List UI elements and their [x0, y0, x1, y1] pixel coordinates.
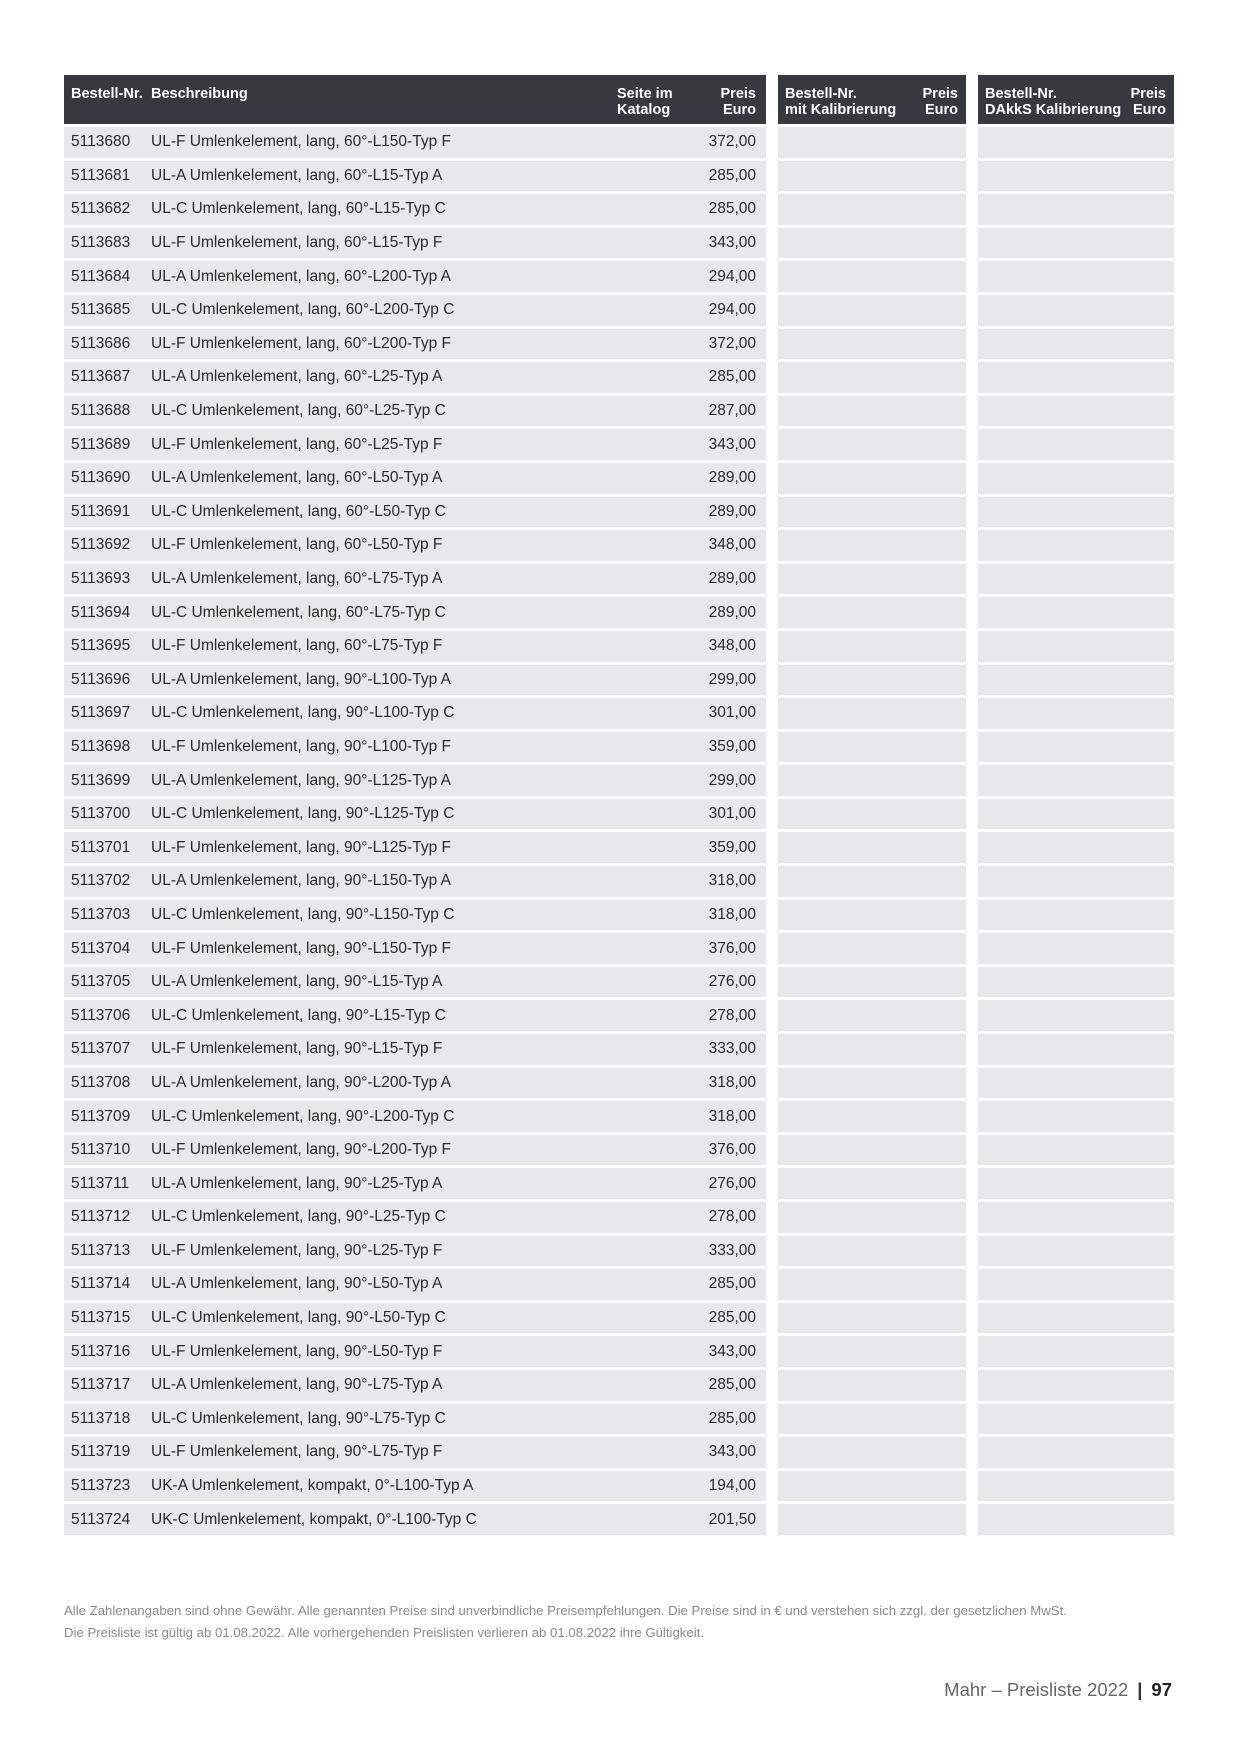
beschreibung-cell: UL-F Umlenkelement, lang, 90°-L25-Typ F [151, 1241, 443, 1259]
dakks-row [978, 1269, 1174, 1300]
beschreibung-cell: UL-A Umlenkelement, lang, 60°-L15-Typ A [151, 166, 443, 184]
table-row [64, 1336, 766, 1367]
kalibrierung-row [778, 295, 966, 326]
kalibrierung-row [778, 1236, 966, 1267]
table-row [64, 799, 766, 830]
dakks-row [978, 631, 1174, 662]
preis-cell: 289,00 [708, 469, 756, 487]
kalibrierung-row [778, 1504, 966, 1535]
bestell-nr-cell: 5113697 [71, 704, 131, 722]
beschreibung-cell: UL-C Umlenkelement, lang, 60°-L50-Typ C [151, 502, 446, 520]
table-row [64, 295, 766, 326]
bestell-nr-cell: 5113711 [71, 1174, 130, 1192]
kalibrierung-row [778, 530, 966, 561]
kalibrierung-row [778, 698, 966, 729]
bestell-nr-cell: 5113695 [71, 637, 131, 655]
beschreibung-cell: UL-C Umlenkelement, lang, 60°-L200-Typ C [151, 301, 455, 319]
bestell-nr-cell: 5113683 [71, 234, 131, 252]
kalibrierung-row [778, 1135, 966, 1166]
bestell-nr-cell: 5113713 [71, 1241, 131, 1259]
kalibrierung-row [778, 900, 966, 931]
beschreibung-cell: UL-C Umlenkelement, lang, 60°-L25-Typ C [151, 402, 446, 420]
header-bestell-nr-kalibrierung: Bestell-Nr. mit Kalibrierung [785, 86, 897, 118]
preis-cell: 285,00 [708, 200, 756, 218]
preis-cell: 359,00 [708, 737, 756, 755]
table-row [64, 665, 766, 696]
dakks-row [978, 429, 1174, 460]
preis-cell: 376,00 [708, 939, 756, 957]
footer-title: Mahr – Preisliste 2022 [944, 1679, 1129, 1700]
dakks-row [978, 1034, 1174, 1065]
header-beschreibung: Beschreibung [151, 86, 248, 102]
bestell-nr-cell: 5113702 [71, 872, 131, 890]
bestell-nr-cell: 5113699 [71, 771, 131, 789]
dakks-row [978, 1370, 1174, 1401]
preis-cell: 285,00 [708, 368, 756, 386]
preis-cell: 376,00 [708, 1141, 756, 1159]
preis-cell: 359,00 [708, 838, 756, 856]
table-row [64, 228, 766, 259]
beschreibung-cell: UL-A Umlenkelement, lang, 90°-L125-Typ A [151, 771, 451, 789]
bestell-nr-cell: 5113700 [71, 805, 131, 823]
dakks-row [978, 1504, 1174, 1535]
beschreibung-cell: UL-C Umlenkelement, lang, 60°-L15-Typ C [151, 200, 446, 218]
table-row [64, 1504, 766, 1535]
kalibrierung-row [778, 1034, 966, 1065]
preis-cell: 294,00 [708, 301, 756, 319]
preis-cell: 343,00 [708, 435, 756, 453]
preis-cell: 194,00 [708, 1477, 756, 1495]
bestell-nr-cell: 5113705 [71, 973, 131, 991]
beschreibung-cell: UL-A Umlenkelement, lang, 60°-L50-Typ A [151, 469, 443, 487]
preis-cell: 287,00 [708, 402, 756, 420]
kalibrierung-row [778, 1000, 966, 1031]
bestell-nr-cell: 5113687 [71, 368, 131, 386]
kalibrierung-row [778, 463, 966, 494]
bestell-nr-cell: 5113717 [71, 1376, 131, 1394]
preis-cell: 285,00 [708, 1275, 756, 1293]
kalibrierung-row [778, 1101, 966, 1132]
table-row [64, 631, 766, 662]
beschreibung-cell: UK-A Umlenkelement, kompakt, 0°-L100-Typ A [151, 1477, 474, 1495]
dakks-row [978, 1404, 1174, 1435]
dakks-row [978, 799, 1174, 830]
dakks-row [978, 1471, 1174, 1502]
preis-cell: 343,00 [708, 234, 756, 252]
table-row [64, 967, 766, 998]
dakks-row [978, 1168, 1174, 1199]
dakks-row [978, 261, 1174, 292]
table-row [64, 362, 766, 393]
table-row [64, 866, 766, 897]
beschreibung-cell: UL-F Umlenkelement, lang, 60°-L50-Typ F [151, 536, 443, 554]
table-row [64, 832, 766, 863]
dakks-table-body [978, 127, 1174, 1535]
bestell-nr-cell: 5113708 [71, 1073, 131, 1091]
bestell-nr-cell: 5113706 [71, 1006, 131, 1024]
kalibrierung-row [778, 665, 966, 696]
dakks-row [978, 933, 1174, 964]
kalibrierung-row [778, 1168, 966, 1199]
footnote [64, 1600, 1174, 1644]
dakks-row [978, 1437, 1174, 1468]
table-row [64, 1437, 766, 1468]
dakks-row [978, 329, 1174, 360]
bestell-nr-cell: 5113723 [71, 1477, 131, 1495]
footnote-line-1: Alle Zahlenangaben sind ohne Gewähr. Alle genannten Preise sind unverbindliche Preisempfehlungen. Die Preise sind in € und verstehen sich zzgl. der gesetzlichen MwSt. [64, 1603, 1067, 1618]
beschreibung-cell: UL-C Umlenkelement, lang, 60°-L75-Typ C [151, 603, 446, 621]
beschreibung-cell: UL-F Umlenkelement, lang, 90°-L150-Typ F [151, 939, 451, 957]
kalibrierung-row [778, 194, 966, 225]
dakks-row [978, 396, 1174, 427]
kalibrierung-row [778, 362, 966, 393]
beschreibung-cell: UL-C Umlenkelement, lang, 90°-L100-Typ C [151, 704, 455, 722]
preis-cell: 333,00 [708, 1040, 756, 1058]
kalibrierung-row [778, 161, 966, 192]
dakks-row [978, 362, 1174, 393]
preis-cell: 301,00 [708, 805, 756, 823]
table-row [64, 396, 766, 427]
header-preis-euro-kalibrierung: Preis Euro [922, 86, 958, 118]
preis-cell: 285,00 [708, 166, 756, 184]
dakks-row [978, 1068, 1174, 1099]
kalibrierung-row [778, 329, 966, 360]
bestell-nr-cell: 5113707 [71, 1040, 131, 1058]
kalibrierung-row [778, 1471, 966, 1502]
table-row [64, 329, 766, 360]
beschreibung-cell: UL-A Umlenkelement, lang, 60°-L25-Typ A [151, 368, 443, 386]
footer-separator: | [1137, 1679, 1143, 1700]
preis-cell: 289,00 [708, 502, 756, 520]
beschreibung-cell: UL-F Umlenkelement, lang, 90°-L200-Typ F [151, 1141, 451, 1159]
bestell-nr-cell: 5113696 [71, 670, 131, 688]
table-row [64, 1269, 766, 1300]
dakks-row [978, 564, 1174, 595]
beschreibung-cell: UL-C Umlenkelement, lang, 90°-L75-Typ C [151, 1409, 446, 1427]
preis-cell: 318,00 [708, 1073, 756, 1091]
beschreibung-cell: UL-F Umlenkelement, lang, 90°-L100-Typ F [151, 737, 451, 755]
bestell-nr-cell: 5113715 [71, 1309, 131, 1327]
beschreibung-cell: UL-A Umlenkelement, lang, 90°-L25-Typ A [151, 1174, 443, 1192]
preis-cell: 348,00 [708, 536, 756, 554]
beschreibung-cell: UL-F Umlenkelement, lang, 60°-L25-Typ F [151, 435, 443, 453]
beschreibung-cell: UL-F Umlenkelement, lang, 90°-L125-Typ F [151, 838, 451, 856]
bestell-nr-cell: 5113680 [71, 133, 131, 151]
price-tables [64, 75, 1174, 1535]
kalibrierung-row [778, 732, 966, 763]
dakks-row [978, 597, 1174, 628]
dakks-row [978, 497, 1174, 528]
kalibrierung-row [778, 1303, 966, 1334]
table-row [64, 1202, 766, 1233]
bestell-nr-cell: 5113686 [71, 334, 131, 352]
bestell-nr-cell: 5113712 [71, 1208, 131, 1226]
table-row [64, 1101, 766, 1132]
preis-cell: 278,00 [708, 1208, 756, 1226]
header-bestell-nr-dakks: Bestell-Nr. DAkkS Kalibrierung [985, 86, 1122, 118]
kalibrierung-row [778, 1404, 966, 1435]
main-table-header [64, 75, 766, 124]
table-row [64, 530, 766, 561]
bestell-nr-cell: 5113703 [71, 905, 131, 923]
preis-cell: 294,00 [708, 267, 756, 285]
kalibrierung-row [778, 497, 966, 528]
beschreibung-cell: UL-F Umlenkelement, lang, 60°-L15-Typ F [151, 234, 443, 252]
dakks-row [978, 1336, 1174, 1367]
dakks-row [978, 900, 1174, 931]
table-row [64, 1404, 766, 1435]
beschreibung-cell: UL-A Umlenkelement, lang, 60°-L200-Typ A [151, 267, 451, 285]
kalibrierung-row [778, 1068, 966, 1099]
kalibrierung-row [778, 1370, 966, 1401]
table-row [64, 194, 766, 225]
table-row [64, 1068, 766, 1099]
header-preis-euro: Preis Euro [720, 86, 756, 118]
dakks-row [978, 1202, 1174, 1233]
bestell-nr-cell: 5113684 [71, 267, 131, 285]
table-row [64, 161, 766, 192]
kalibrierung-row [778, 631, 966, 662]
bestell-nr-cell: 5113718 [71, 1409, 131, 1427]
kalibrierung-row [778, 967, 966, 998]
kalibrierung-row [778, 564, 966, 595]
footnote-line-2: Die Preisliste ist gültig ab 01.08.2022. Alle vorhergehenden Preislisten verlieren ab 01.08.2022 ihre Gültigkeit. [64, 1625, 704, 1640]
preis-cell: 276,00 [708, 973, 756, 991]
kalibrierung-row [778, 597, 966, 628]
dakks-row [978, 698, 1174, 729]
beschreibung-cell: UL-A Umlenkelement, lang, 60°-L75-Typ A [151, 570, 443, 588]
table-row [64, 1471, 766, 1502]
beschreibung-cell: UK-C Umlenkelement, kompakt, 0°-L100-Typ C [151, 1510, 477, 1528]
dakks-row [978, 1101, 1174, 1132]
bestell-nr-cell: 5113698 [71, 737, 131, 755]
preis-cell: 372,00 [708, 133, 756, 151]
preis-cell: 343,00 [708, 1342, 756, 1360]
bestell-nr-cell: 5113724 [71, 1510, 131, 1528]
kalibrierung-row [778, 866, 966, 897]
dakks-table-header [978, 75, 1174, 124]
kalibrierung-row [778, 1336, 966, 1367]
bestell-nr-cell: 5113716 [71, 1342, 131, 1360]
dakks-row [978, 866, 1174, 897]
bestell-nr-cell: 5113685 [71, 301, 131, 319]
bestell-nr-cell: 5113691 [71, 502, 131, 520]
dakks-row [978, 967, 1174, 998]
preis-cell: 285,00 [708, 1409, 756, 1427]
dakks-row [978, 832, 1174, 863]
kalibrierung-row [778, 127, 966, 158]
preis-cell: 301,00 [708, 704, 756, 722]
beschreibung-cell: UL-F Umlenkelement, lang, 60°-L150-Typ F [151, 133, 451, 151]
kalibrierung-row [778, 396, 966, 427]
beschreibung-cell: UL-A Umlenkelement, lang, 90°-L150-Typ A [151, 872, 451, 890]
bestell-nr-cell: 5113709 [71, 1107, 131, 1125]
table-row [64, 261, 766, 292]
bestell-nr-cell: 5113701 [71, 838, 131, 856]
beschreibung-cell: UL-A Umlenkelement, lang, 90°-L75-Typ A [151, 1376, 443, 1394]
dakks-row [978, 1000, 1174, 1031]
main-price-table [64, 75, 766, 1535]
beschreibung-cell: UL-A Umlenkelement, lang, 90°-L15-Typ A [151, 973, 443, 991]
page-number: 97 [1151, 1679, 1172, 1700]
preis-cell: 372,00 [708, 334, 756, 352]
table-row [64, 1370, 766, 1401]
bestell-nr-cell: 5113689 [71, 435, 131, 453]
beschreibung-cell: UL-C Umlenkelement, lang, 90°-L50-Typ C [151, 1309, 446, 1327]
kalibrierung-table [778, 75, 966, 1535]
table-row [64, 1135, 766, 1166]
bestell-nr-cell: 5113710 [71, 1141, 131, 1159]
preis-cell: 318,00 [708, 872, 756, 890]
kalibrierung-table-body [778, 127, 966, 1535]
table-row [64, 1168, 766, 1199]
table-row [64, 429, 766, 460]
header-preis-euro-dakks: Preis Euro [1130, 86, 1166, 118]
table-row [64, 698, 766, 729]
bestell-nr-cell: 5113693 [71, 570, 131, 588]
preis-cell: 201,50 [708, 1510, 756, 1528]
kalibrierung-row [778, 1202, 966, 1233]
bestell-nr-cell: 5113688 [71, 402, 131, 420]
preis-cell: 333,00 [708, 1241, 756, 1259]
preis-cell: 318,00 [708, 1107, 756, 1125]
dakks-row [978, 765, 1174, 796]
preis-cell: 343,00 [708, 1443, 756, 1461]
kalibrierung-row [778, 799, 966, 830]
beschreibung-cell: UL-F Umlenkelement, lang, 90°-L50-Typ F [151, 1342, 443, 1360]
table-row [64, 497, 766, 528]
header-seite-im-katalog: Seite im Katalog [617, 86, 673, 118]
beschreibung-cell: UL-F Umlenkelement, lang, 90°-L75-Typ F [151, 1443, 443, 1461]
dakks-row [978, 127, 1174, 158]
dakks-row [978, 1135, 1174, 1166]
beschreibung-cell: UL-F Umlenkelement, lang, 60°-L200-Typ F [151, 334, 451, 352]
table-row [64, 1236, 766, 1267]
dakks-row [978, 530, 1174, 561]
kalibrierung-row [778, 228, 966, 259]
page-footer [944, 1679, 1172, 1701]
kalibrierung-table-header [778, 75, 966, 124]
beschreibung-cell: UL-C Umlenkelement, lang, 90°-L150-Typ C [151, 905, 455, 923]
preis-cell: 278,00 [708, 1006, 756, 1024]
header-bestell-nr: Bestell-Nr. [71, 86, 143, 102]
preis-cell: 299,00 [708, 670, 756, 688]
bestell-nr-cell: 5113692 [71, 536, 131, 554]
beschreibung-cell: UL-A Umlenkelement, lang, 90°-L50-Typ A [151, 1275, 443, 1293]
table-row [64, 732, 766, 763]
beschreibung-cell: UL-C Umlenkelement, lang, 90°-L15-Typ C [151, 1006, 446, 1024]
preis-cell: 285,00 [708, 1309, 756, 1327]
dakks-row [978, 295, 1174, 326]
dakks-row [978, 463, 1174, 494]
bestell-nr-cell: 5113681 [71, 166, 131, 184]
table-row [64, 127, 766, 158]
beschreibung-cell: UL-C Umlenkelement, lang, 90°-L25-Typ C [151, 1208, 446, 1226]
table-row [64, 900, 766, 931]
dakks-row [978, 732, 1174, 763]
table-row [64, 564, 766, 595]
beschreibung-cell: UL-F Umlenkelement, lang, 60°-L75-Typ F [151, 637, 443, 655]
preis-cell: 289,00 [708, 570, 756, 588]
bestell-nr-cell: 5113694 [71, 603, 131, 621]
dakks-row [978, 665, 1174, 696]
kalibrierung-row [778, 1269, 966, 1300]
beschreibung-cell: UL-F Umlenkelement, lang, 90°-L15-Typ F [151, 1040, 443, 1058]
bestell-nr-cell: 5113714 [71, 1275, 131, 1293]
preis-cell: 318,00 [708, 905, 756, 923]
kalibrierung-row [778, 429, 966, 460]
dakks-row [978, 1236, 1174, 1267]
table-row [64, 1000, 766, 1031]
beschreibung-cell: UL-C Umlenkelement, lang, 90°-L125-Typ C [151, 805, 455, 823]
bestell-nr-cell: 5113682 [71, 200, 131, 218]
main-table-body [64, 127, 766, 1535]
preis-cell: 348,00 [708, 637, 756, 655]
bestell-nr-cell: 5113690 [71, 469, 131, 487]
dakks-table [978, 75, 1174, 1535]
table-row [64, 463, 766, 494]
preis-cell: 289,00 [708, 603, 756, 621]
bestell-nr-cell: 5113719 [71, 1443, 131, 1461]
bestell-nr-cell: 5113704 [71, 939, 131, 957]
kalibrierung-row [778, 261, 966, 292]
table-row [64, 597, 766, 628]
table-row [64, 1303, 766, 1334]
kalibrierung-row [778, 832, 966, 863]
preis-cell: 276,00 [708, 1174, 756, 1192]
beschreibung-cell: UL-C Umlenkelement, lang, 90°-L200-Typ C [151, 1107, 455, 1125]
kalibrierung-row [778, 1437, 966, 1468]
beschreibung-cell: UL-A Umlenkelement, lang, 90°-L200-Typ A [151, 1073, 451, 1091]
dakks-row [978, 161, 1174, 192]
dakks-row [978, 194, 1174, 225]
kalibrierung-row [778, 765, 966, 796]
table-row [64, 933, 766, 964]
table-row [64, 1034, 766, 1065]
beschreibung-cell: UL-A Umlenkelement, lang, 90°-L100-Typ A [151, 670, 451, 688]
preis-cell: 285,00 [708, 1376, 756, 1394]
kalibrierung-row [778, 933, 966, 964]
preis-cell: 299,00 [708, 771, 756, 789]
dakks-row [978, 228, 1174, 259]
table-row [64, 765, 766, 796]
dakks-row [978, 1303, 1174, 1334]
